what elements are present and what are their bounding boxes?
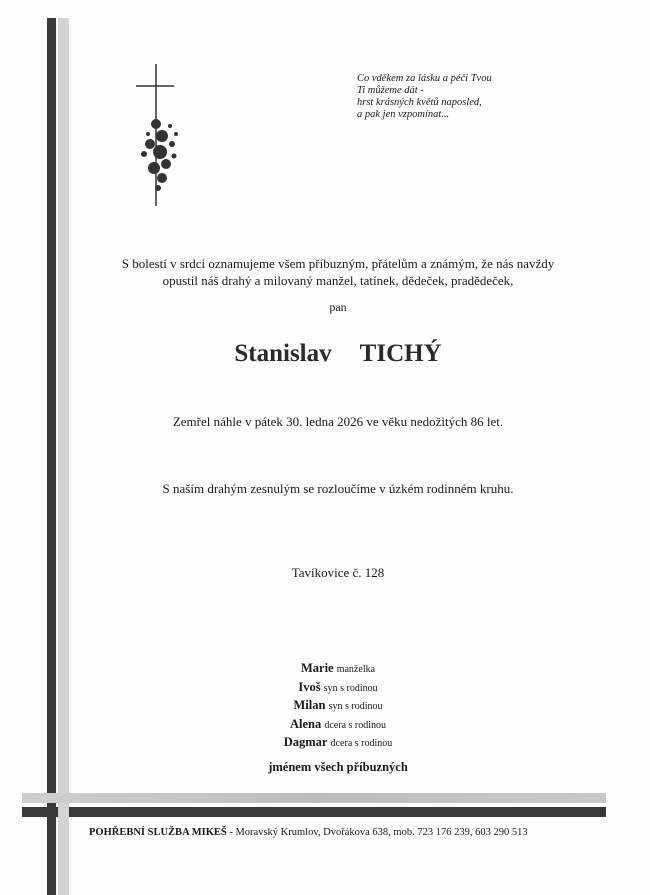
funeral-service-name: POHŘEBNÍ SLUŽBA MIKEŠ	[89, 827, 227, 838]
border-bar-vertical-light	[58, 18, 69, 895]
funeral-service-details: - Moravský Krumlov, Dvořákova 638, mob. 723 176 239, 603 290 513	[226, 827, 528, 838]
address: Tavíkovice č. 128	[291, 565, 385, 580]
death-notice: Zemřel náhle v pátek 30. ledna 2026 ve věku nedožitých 86 let.	[172, 414, 504, 429]
intro-line: S bolestí v srdci oznamujeme všem příbuzným, přátelům a známým, že nás navždy	[121, 256, 555, 271]
on-behalf-line: jménem všech příbuzných	[268, 760, 408, 774]
poem-line: Co vděkem za lásku a péči Tvou	[357, 73, 492, 84]
title-word: pan	[329, 300, 347, 314]
farewell-notice: S naším drahým zesnulým se rozloučíme v úzkém rodinném kruhu.	[162, 481, 514, 496]
family-member: Milan syn s rodinou	[293, 698, 383, 712]
border-bar-horizontal-light	[22, 793, 606, 803]
border-bar-horizontal-dark	[22, 807, 606, 817]
cross-with-flowers-icon	[136, 64, 186, 206]
deceased-name: Stanislav TICHÝ	[234, 340, 442, 367]
family-member: Dagmar dcera s rodinou	[283, 735, 393, 749]
memorial-poem	[357, 73, 492, 121]
funeral-service-footer	[89, 827, 528, 838]
announcement-intro	[70, 255, 606, 289]
family-member: Ivoš syn s rodinou	[298, 679, 378, 694]
poem-line: Ti můžeme dát -	[357, 85, 424, 96]
border-bar-vertical-dark	[47, 18, 56, 895]
family-member: Marie manželka	[300, 661, 376, 675]
poem-line: a pak jen vzpomínat...	[357, 109, 450, 120]
family-list	[70, 660, 606, 753]
intro-line: opustil náš drahý a milovaný manžel, tatínek, dědeček, pradědeček,	[162, 273, 514, 288]
family-member: Alena dcera s rodinou	[289, 716, 387, 731]
poem-line: hrst krásných květů naposled,	[357, 97, 482, 108]
